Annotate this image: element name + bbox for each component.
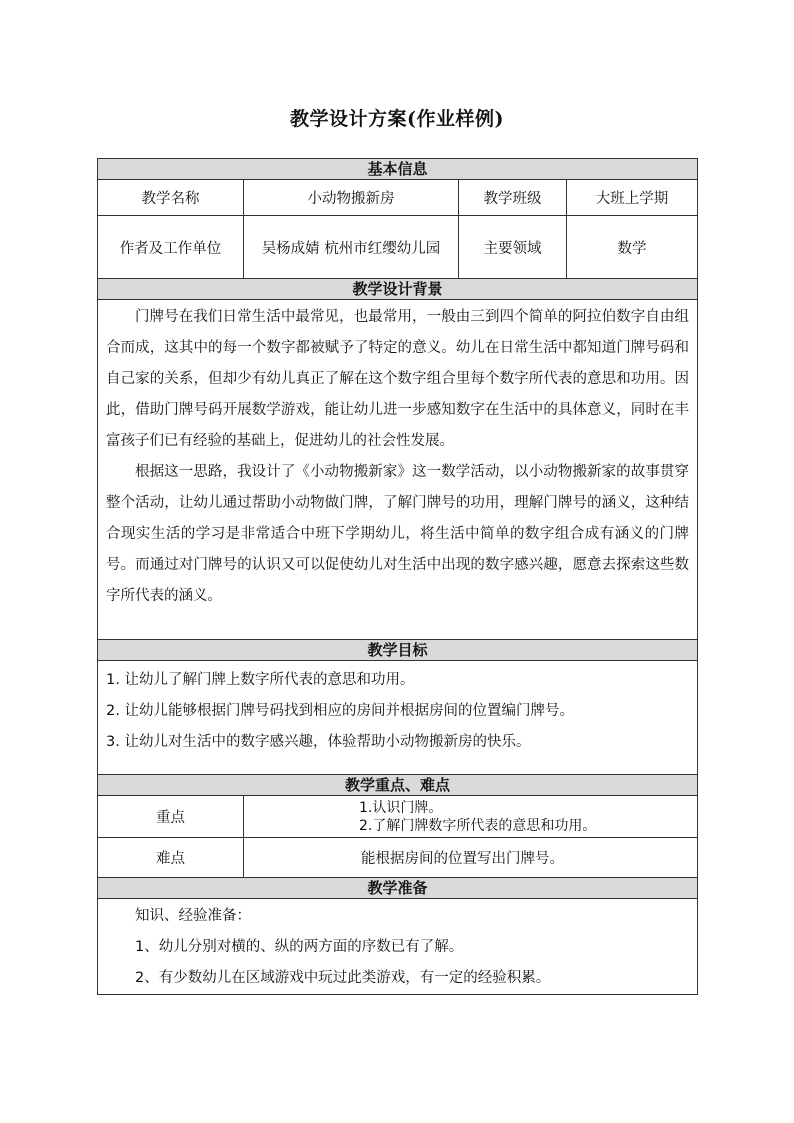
preparation-item: 1、幼儿分别对横的、纵的两方面的序数已有了解。	[135, 939, 464, 955]
teaching-name-value: 小动物搬新房	[244, 180, 459, 216]
author-value: 吴杨成婧 杭州市红缨幼儿园	[244, 216, 459, 279]
section-header-key-points: 教学重点、难点	[98, 775, 698, 796]
teaching-name-label: 教学名称	[98, 180, 244, 216]
goal-item: 2. 让幼儿能够根据门牌号码找到相应的房间并根据房间的位置编门牌号。	[106, 703, 574, 719]
domain-value: 数学	[567, 216, 698, 279]
teaching-class-label: 教学班级	[459, 180, 567, 216]
goal-item: 1. 让幼儿了解门牌上数字所代表的意思和功用。	[106, 672, 415, 688]
difficulty-value: 能根据房间的位置写出门牌号。	[244, 838, 698, 878]
goals-list	[98, 661, 698, 775]
section-header-background: 教学设计背景	[98, 279, 698, 300]
section-header-basic-info: 基本信息	[98, 159, 698, 180]
focus-content	[244, 796, 698, 838]
lesson-plan-table	[97, 158, 698, 995]
background-paragraph-1: 门牌号在我们日常生活中最常见，也最常用，一般由三到四个简单的阿拉伯数字自由组合而成，这其中的每一个数字都被赋予了特定的意义。幼儿在日常生活中都知道门牌号码和自己家的关系，但却少有幼儿真正了解在这个数字组合里每个数字所代表的意思和功用。因此，借助门牌号码开展数学游戏，能让幼儿进一步感知数字在生活中的具体意义，同时在丰富孩子们已有经验的基础上，促进幼儿的社会性发展。	[106, 309, 690, 449]
author-label: 作者及工作单位	[98, 216, 244, 279]
section-header-goals: 教学目标	[98, 640, 698, 661]
difficulty-label: 难点	[98, 838, 244, 878]
preparation-content	[98, 899, 698, 995]
background-paragraph-2: 根据这一思路，我设计了《小动物搬新家》这一数学活动，以小动物搬新家的故事贯穿整个活动，让幼儿通过帮助小动物做门牌，了解门牌号的功用，理解门牌号的涵义，这种结合现实生活的学习是非常适合中班下学期幼儿，将生活中简单的数字组合成有涵义的门牌号。而通过对门牌号的认识又可以促使幼儿对生活中出现的数字感兴趣，愿意去探索这些数字所代表的涵义。	[106, 464, 690, 604]
preparation-item: 知识、经验准备：	[135, 908, 251, 924]
section-header-preparation: 教学准备	[98, 878, 698, 899]
preparation-item: 2、有少数幼儿在区域游戏中玩过此类游戏，有一定的经验积累。	[135, 970, 551, 986]
focus-item: 1.认识门牌。	[359, 799, 443, 816]
teaching-class-value: 大班上学期	[567, 180, 698, 216]
focus-label: 重点	[98, 796, 244, 838]
focus-item: 2.了解门牌数字所代表的意思和功用。	[359, 817, 597, 834]
domain-label: 主要领域	[459, 216, 567, 279]
document-title: 教学设计方案(作业样例)	[290, 108, 504, 130]
goal-item: 3. 让幼儿对生活中的数字感兴趣，体验帮助小动物搬新房的快乐。	[106, 734, 531, 750]
background-content	[98, 300, 698, 640]
